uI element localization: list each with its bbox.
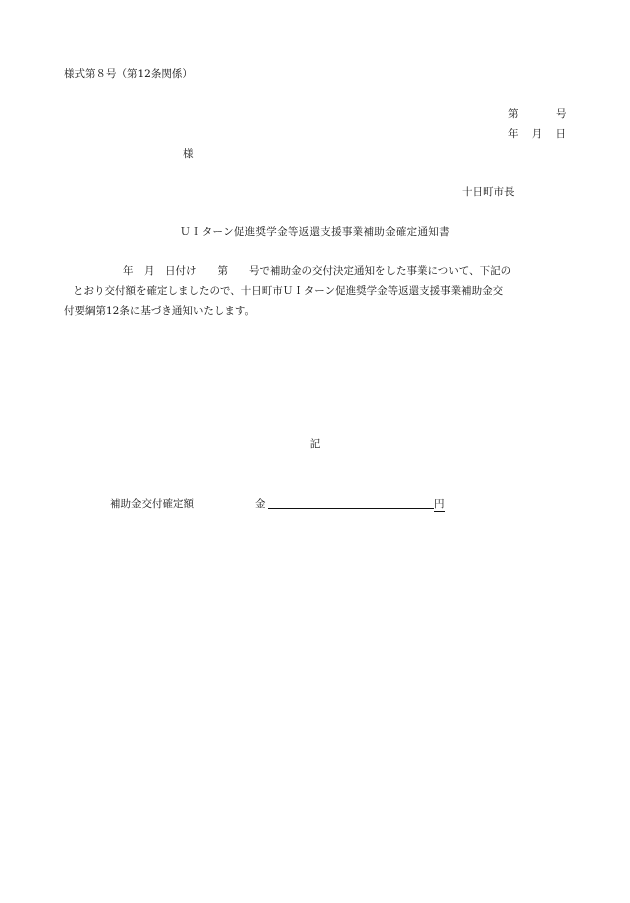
form-reference: 様式第８号（第12条関係）: [64, 68, 193, 80]
body-line-2: とおり交付額を確定しましたので、十日町市ＵＩターン促進奨学金等返還支援事業補助金交: [73, 285, 504, 297]
addressee-honorific: 様: [183, 148, 194, 160]
document-number-suffix: 号: [556, 108, 567, 120]
amount-blank-line: [268, 496, 434, 509]
body-paragraph: [64, 261, 568, 321]
body-line-1: 年 月 日付け 第 号で補助金の交付決定通知をした事業について、下記の: [123, 265, 512, 277]
date-day: 日: [555, 128, 566, 140]
date-month: 月: [531, 128, 543, 140]
document-title: ＵＩターン促進奨学金等返還支援事業補助金確定通知書: [180, 226, 450, 238]
date-year: 年: [508, 128, 519, 140]
body-line-3: 付要綱第12条に基づき通知いたします。: [64, 305, 256, 317]
issue-date: [508, 126, 566, 141]
record-mark: 記: [309, 438, 321, 450]
issuer-name: 十日町市長: [462, 186, 515, 198]
amount-prefix: 金: [255, 498, 266, 510]
document-number-label: 第: [508, 108, 519, 120]
amount-label: 補助金交付確定額: [110, 498, 194, 510]
amount-unit: 円: [434, 498, 445, 510]
